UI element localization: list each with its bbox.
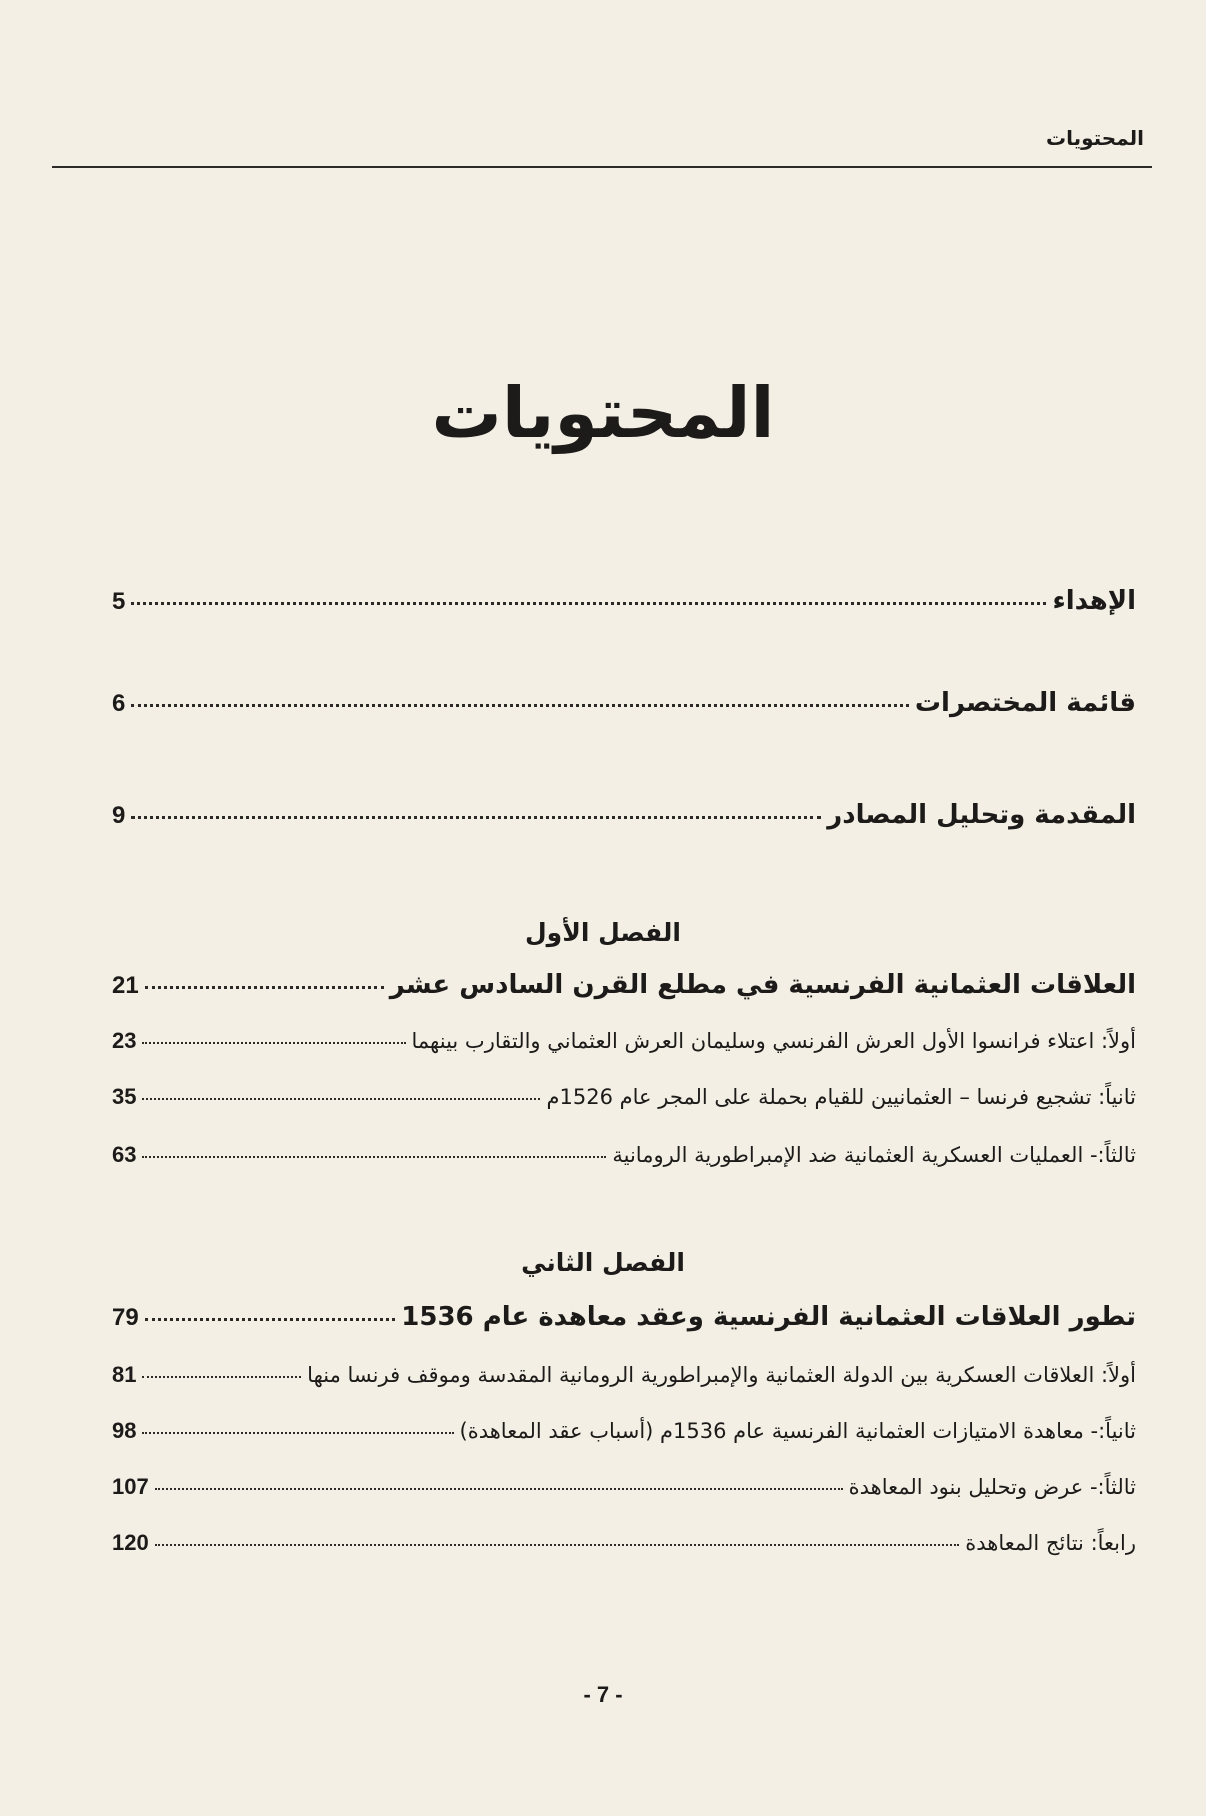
toc-entry-page: 98 [112, 1418, 137, 1443]
chapter-heading: الفصل الثاني [521, 1248, 685, 1277]
page-title: المحتويات [431, 372, 775, 454]
toc-entry-page: 81 [112, 1362, 137, 1387]
toc-section [112, 1418, 1136, 1444]
toc-entry-label: تطور العلاقات العثمانية الفرنسية وعقد معاهدة عام 1536 [401, 1302, 1136, 1332]
toc-entry-label: قائمة المختصرات [914, 688, 1136, 718]
toc-entry-label: ثالثاً:- العمليات العسكرية العثمانية ضد الإمبراطورية الرومانية [612, 1143, 1136, 1167]
toc-entry-page: 107 [112, 1474, 149, 1499]
toc-entry-page: 120 [112, 1530, 149, 1555]
toc-entry-introduction [112, 800, 1136, 830]
toc-entry-label: ثانياً: تشجيع فرنسا – العثمانيين للقيام بحملة على المجر عام 1526م [546, 1085, 1136, 1109]
toc-chapter-title [112, 1302, 1136, 1332]
dot-leader [145, 1318, 396, 1321]
toc-entry-label: أولاً: العلاقات العسكرية بين الدولة العثمانية والإمبراطورية الرومانية المقدسة وموقف فرنسا منها [307, 1363, 1136, 1387]
toc-entry-label: ثانياً:- معاهدة الامتيازات العثمانية الفرنسية عام 1536م (أسباب عقد المعاهدة) [459, 1419, 1136, 1443]
toc-entry-page: 63 [112, 1142, 137, 1167]
toc-entry-label: رابعاً: نتائج المعاهدة [965, 1531, 1136, 1555]
toc-section [112, 1474, 1136, 1500]
toc-entry-page: 23 [112, 1028, 137, 1053]
toc-section [112, 1530, 1136, 1556]
toc-chapter-title [112, 970, 1136, 1000]
toc-entry-page: 21 [112, 972, 139, 999]
dot-leader [142, 1156, 606, 1158]
toc-section [112, 1362, 1136, 1388]
page-number: - 7 - [583, 1682, 623, 1707]
toc-section [112, 1142, 1136, 1168]
dot-leader [155, 1544, 960, 1546]
toc-entry-dedication [112, 586, 1136, 616]
toc-entry-page: 5 [112, 588, 126, 615]
toc-section [112, 1084, 1136, 1110]
toc-entry-label: أولاً: اعتلاء فرانسوا الأول العرش الفرنسي وسليمان العرش العثماني والتقارب بينهما [411, 1029, 1136, 1053]
toc-entry-label: ثالثاً:- عرض وتحليل بنود المعاهدة [848, 1475, 1136, 1499]
toc-entry-page: 9 [112, 802, 126, 829]
dot-leader [131, 602, 1046, 605]
running-header [52, 122, 1152, 168]
chapter-heading: الفصل الأول [524, 918, 682, 947]
toc-entry-label: المقدمة وتحليل المصادر [827, 800, 1136, 830]
dot-leader [155, 1488, 843, 1490]
toc-entry-abbreviations [112, 688, 1136, 718]
dot-leader [131, 816, 821, 819]
running-header-text: المحتويات [1045, 126, 1144, 150]
toc-section [112, 1028, 1136, 1054]
toc-entry-page: 79 [112, 1304, 139, 1331]
toc-entry-page: 6 [112, 690, 126, 717]
toc-entry-label: الإهداء [1052, 586, 1136, 616]
dot-leader [142, 1432, 453, 1434]
dot-leader [145, 986, 384, 989]
dot-leader [142, 1098, 540, 1100]
dot-leader [142, 1042, 405, 1044]
dot-leader [142, 1376, 301, 1378]
toc-entry-label: العلاقات العثمانية الفرنسية في مطلع القرن السادس عشر [389, 970, 1136, 1000]
toc-entry-page: 35 [112, 1084, 137, 1109]
dot-leader [131, 704, 909, 707]
